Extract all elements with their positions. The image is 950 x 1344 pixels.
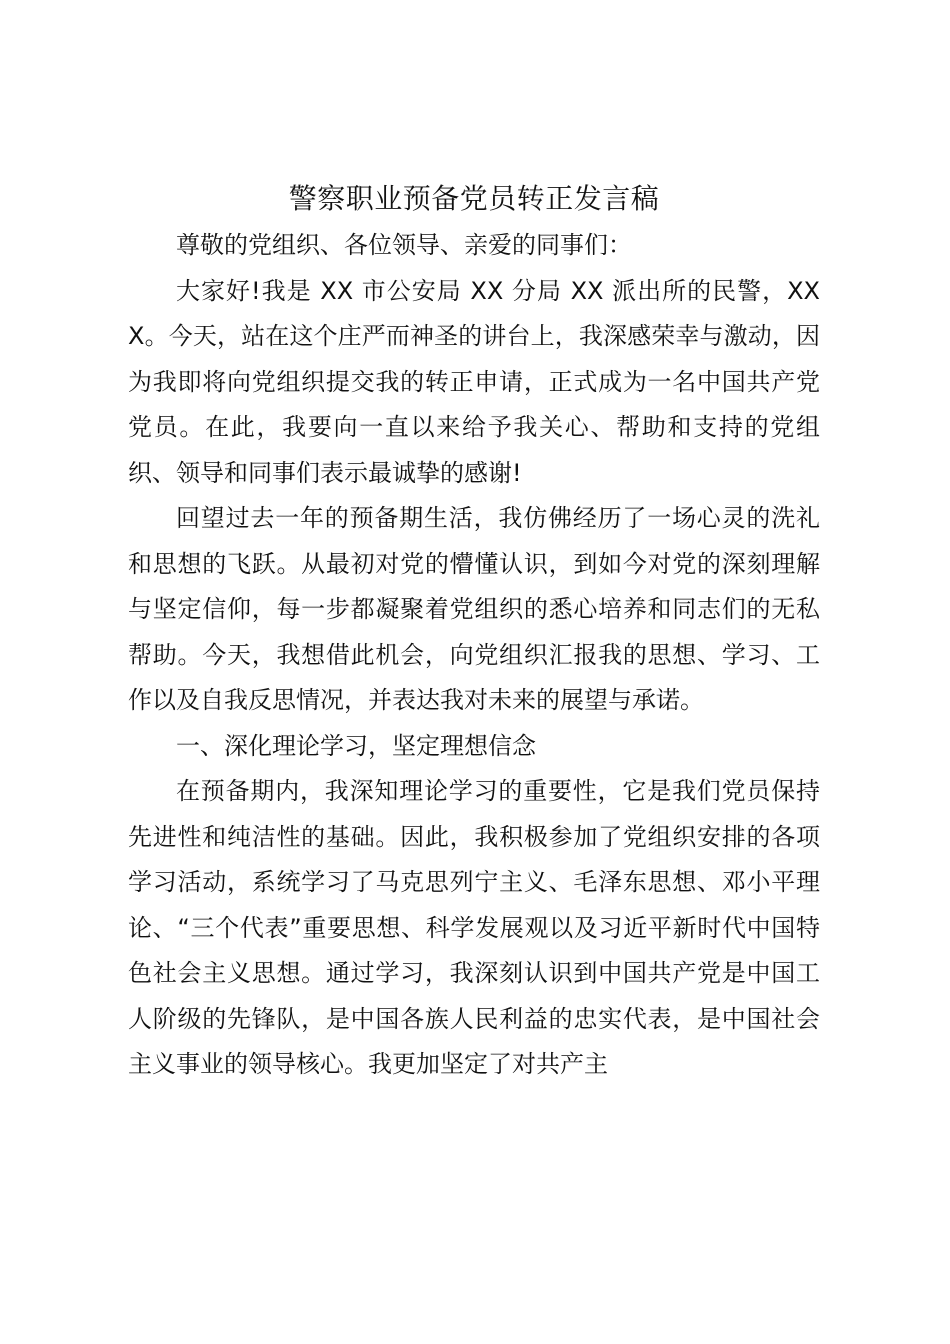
paragraph-introduction: 大家好!我是 XX 市公安局 XX 分局 XX 派出所的民警，XXX。今天，站在这个庄严而神圣的讲台上，我深感荣幸与激动，因为我即将向党组织提交我的转正申请，正式成为一名中国共产党党员。在此，我要向一直以来给予我关心、帮助和支持的党组织、领导和同事们表示最诚挚的感谢! [128,276,820,487]
paragraph-theory-study: 在预备期内，我深知理论学习的重要性，它是我们党员保持先进性和纯洁性的基础。因此，我积极参加了党组织安排的各项学习活动，系统学习了马克思列宁主义、毛泽东思想、邓小平理论、“三个代表”重要思想、科学发展观以及习近平新时代中国特色社会主义思想。通过学习，我深刻认识到中国共产党是中国工人阶级的先锋队，是中国各族人民利益的忠实代表，是中国社会主义事业的领导核心。我更加坚定了对共产主 [128,777,820,1078]
section-heading-1: 一、深化理论学习，坚定理想信念 [176,731,536,760]
paragraph-review: 回望过去一年的预备期生活，我仿佛经历了一场心灵的洗礼和思想的飞跃。从最初对党的懵懂认识，到如今对党的深刻理解与坚定信仰，每一步都凝聚着党组织的悉心培养和同志们的无私帮助。今天，我想借此机会，向党组织汇报我的思想、学习、工作以及自我反思情况，并表达我对未来的展望与承诺。 [128,504,820,714]
salutation: 尊敬的党组织、各位领导、亲爱的同事们： [176,231,632,259]
document-title: 警察职业预备党员转正发言稿 [288,182,660,215]
document-body [128,175,820,1088]
